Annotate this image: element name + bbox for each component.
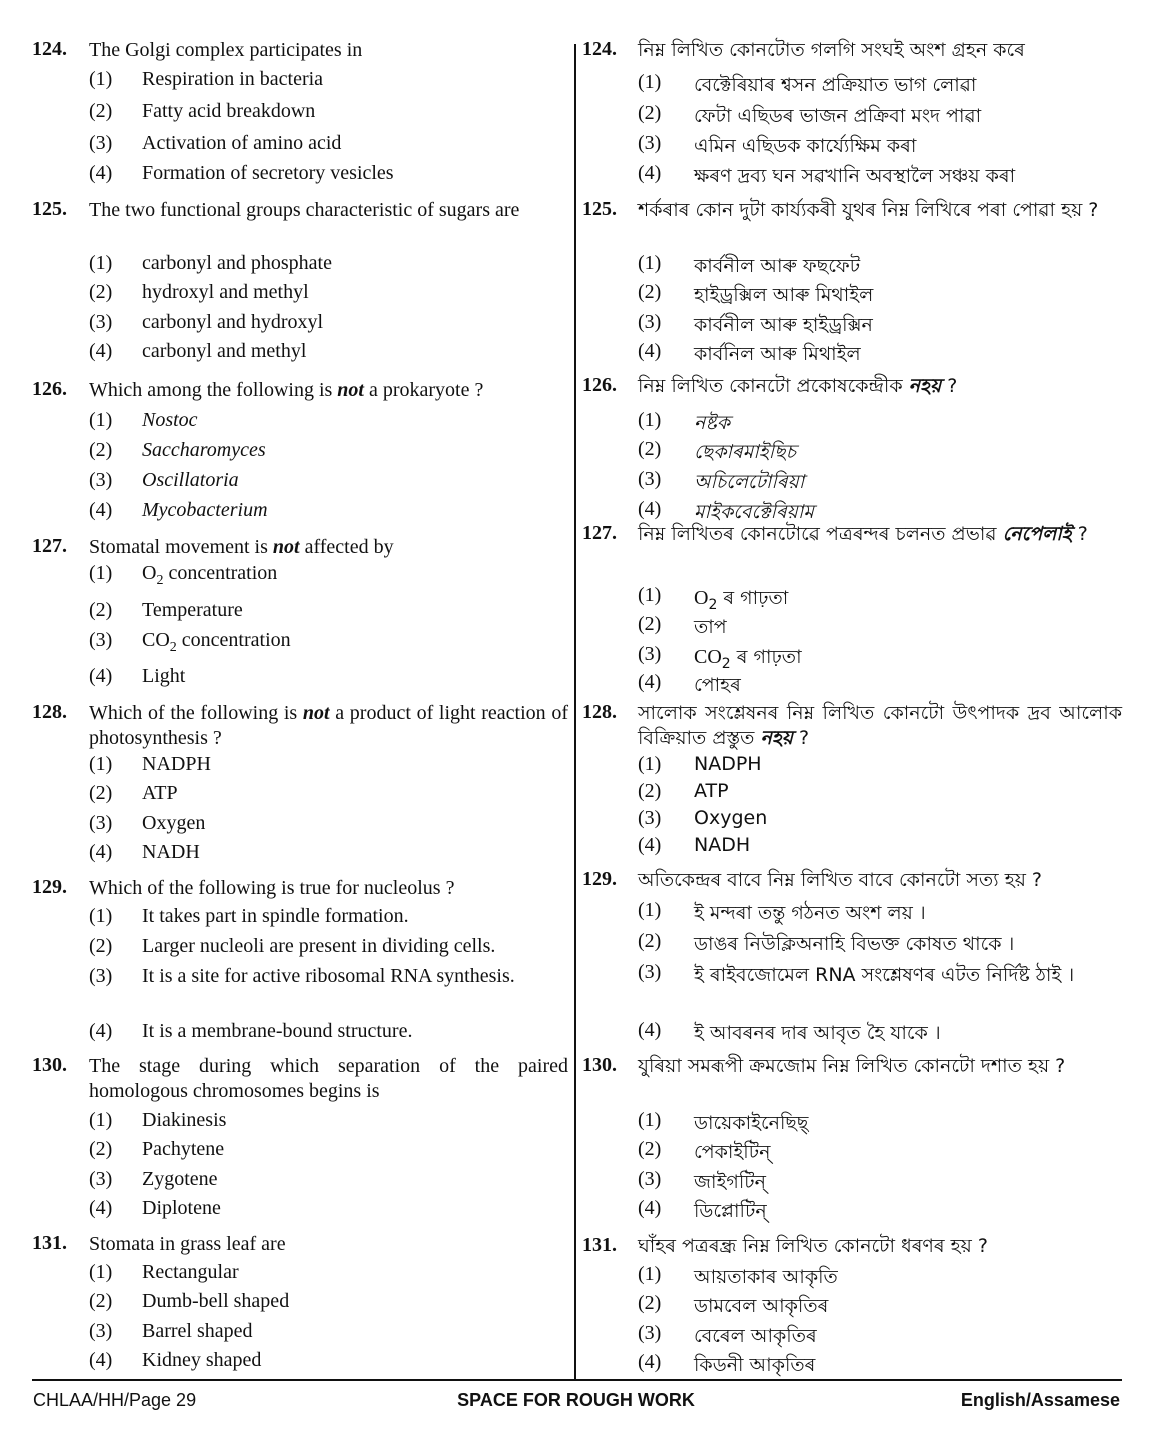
option-number: (4)	[638, 671, 662, 693]
option-text: It is a site for active ribosomal RNA synthesis.	[142, 965, 515, 987]
option-2	[638, 1138, 770, 1170]
question-128	[32, 701, 568, 863]
option-number: (3)	[638, 961, 662, 983]
option-3	[638, 468, 804, 500]
option-text: Nostoc	[142, 409, 198, 431]
question-number: 125.	[582, 198, 617, 220]
question-131	[582, 1234, 1122, 1376]
question-number: 129.	[32, 876, 67, 898]
option-2	[638, 1292, 828, 1324]
option-3	[89, 812, 205, 835]
option-text: Oxygen	[694, 807, 768, 829]
option-4	[638, 1197, 767, 1229]
question-text-part: নিম্ন লিখিত কোনটো প্ৰকোষকেন্দ্ৰীক	[638, 375, 909, 397]
option-number: (1)	[89, 753, 113, 775]
option-number: (3)	[89, 965, 113, 987]
option-number: (2)	[638, 613, 662, 635]
option-number: (2)	[638, 281, 662, 303]
option-text: carbonyl and hydroxyl	[142, 311, 324, 333]
option-number: (2)	[89, 782, 113, 804]
option-text: NADPH	[142, 753, 211, 775]
question-number: 126.	[582, 374, 617, 396]
option-text	[142, 562, 277, 589]
option-text: Oxygen	[142, 812, 206, 834]
question-text-part: a product of light reaction of photosynthesis ?	[89, 702, 568, 749]
formula: CO	[142, 629, 170, 651]
question-text	[638, 522, 1122, 547]
option-text: Fatty acid breakdown	[142, 100, 316, 122]
question-number: 129.	[582, 868, 617, 890]
option-2	[638, 102, 981, 134]
option-number: (1)	[638, 252, 662, 274]
option-1	[638, 71, 976, 103]
option-3	[89, 1168, 218, 1191]
option-1	[89, 562, 277, 589]
option-number: (3)	[89, 1168, 113, 1190]
option-text: কাৰ্বনীল আৰু হাইড্ৰক্সিন	[694, 314, 873, 336]
question-number: 131.	[32, 1232, 67, 1254]
option-2	[638, 613, 727, 645]
question-number: 125.	[32, 198, 67, 220]
option-text: Temperature	[142, 599, 243, 621]
option-number: (2)	[89, 439, 113, 461]
option-number: (1)	[638, 584, 662, 606]
option-number: (1)	[89, 562, 113, 584]
option-text	[694, 584, 788, 616]
option-4	[89, 841, 200, 864]
question-text-part: a prokaryote ?	[363, 379, 484, 401]
option-2	[638, 438, 796, 470]
option-1	[638, 1109, 808, 1141]
formula: CO	[694, 646, 722, 668]
option-4	[89, 1197, 221, 1220]
question-127	[582, 522, 1122, 696]
question-text: The Golgi complex participates in	[89, 39, 363, 61]
option-2	[89, 439, 266, 462]
option-text: Saccharomyces	[142, 439, 266, 461]
option-number: (2)	[89, 281, 113, 303]
option-number: (1)	[89, 409, 113, 431]
question-text	[89, 701, 568, 751]
option-text: Zygotene	[142, 1168, 218, 1190]
option-2	[89, 935, 495, 958]
question-126	[582, 374, 1122, 523]
option-number: (3)	[89, 469, 113, 491]
option-number: (3)	[89, 132, 113, 154]
subscript: 2	[721, 655, 731, 672]
option-1	[89, 753, 211, 776]
question-text-part: Which among the following is	[89, 379, 338, 401]
option-3	[638, 807, 767, 830]
option-text: Diakinesis	[142, 1109, 227, 1131]
question-129	[32, 876, 568, 1042]
question-text: Stomata in grass leaf are	[89, 1233, 286, 1255]
option-4	[638, 671, 741, 703]
option-number: (1)	[638, 1263, 662, 1285]
question-number: 126.	[32, 378, 67, 400]
option-text: বেৰেল আকৃতিৰ	[694, 1325, 817, 1347]
option-3	[638, 311, 873, 343]
option-3	[89, 132, 341, 155]
option-number: (1)	[638, 753, 662, 775]
option-number: (4)	[638, 1019, 662, 1041]
question-number: 130.	[582, 1054, 617, 1076]
page-code: CHLAA/HH/Page 29	[33, 1390, 197, 1410]
question-text: নিম্ন লিখিত কোনটোত গলগি সংঘই অংশ গ্ৰহন কৰে	[638, 39, 1025, 61]
question-number: 128.	[582, 701, 617, 723]
option-3	[638, 132, 916, 164]
option-text: ফেটা এছিডৰ ভাজন প্ৰক্ৰিবা মংদ পাৱা	[694, 105, 982, 127]
option-text: আয়তাকাৰ আকৃতি	[694, 1266, 838, 1288]
option-4	[638, 834, 750, 857]
formula-suffix: ৰ গাঢ়তা	[730, 646, 802, 668]
question-number: 127.	[582, 522, 617, 544]
option-number: (3)	[638, 643, 662, 665]
option-text: ডায়েকাইনেছিছ্	[694, 1112, 809, 1134]
option-number: (3)	[89, 812, 113, 834]
option-4	[89, 499, 268, 522]
option-text	[142, 629, 291, 656]
emphasis-word: নেপেলাই	[1002, 523, 1072, 545]
option-text: পোহৰ	[694, 674, 741, 696]
option-number: (4)	[89, 162, 113, 184]
option-number: (1)	[638, 899, 662, 921]
option-number: (1)	[89, 1261, 113, 1283]
subscript: 2	[169, 640, 177, 655]
option-1	[638, 409, 730, 441]
option-text: অচিলেটোৰিয়া	[694, 471, 805, 493]
option-text: Rectangular	[142, 1261, 239, 1283]
option-text: মাইকবেক্টেৰিয়াম	[694, 501, 814, 523]
question-number: 124.	[582, 38, 617, 60]
option-text: Activation of amino acid	[142, 132, 342, 154]
option-number: (2)	[638, 930, 662, 952]
emphasis-word: not	[302, 702, 330, 724]
option-number: (2)	[89, 100, 113, 122]
option-text: hydroxyl and methyl	[142, 281, 309, 303]
formula: O	[142, 562, 157, 584]
emphasis-word: not	[337, 379, 364, 401]
option-text: NADH	[142, 841, 200, 863]
option-text: It takes part in spindle formation.	[142, 905, 409, 927]
option-text: পেকাইটিন্	[694, 1141, 771, 1163]
option-number: (2)	[89, 1138, 113, 1160]
question-text-part: ?	[793, 727, 810, 749]
question-text: যুৰিয়া সমৰূপী ক্ৰমজোম নিম্ন লিখিত কোনটো দশাত হয় ?	[638, 1055, 1066, 1077]
option-number: (1)	[638, 409, 662, 431]
option-1	[638, 252, 860, 284]
option-text: ই মন্দৰা তন্তু গঠনত অংশ লয় ।	[694, 902, 926, 924]
option-2	[89, 782, 178, 805]
option-number: (3)	[638, 311, 662, 333]
option-2	[89, 1138, 224, 1161]
option-number: (3)	[638, 1168, 662, 1190]
question-text	[89, 535, 568, 560]
option-text: কিডনী আকৃতিৰ	[694, 1354, 816, 1376]
option-text: জাইগটিন্	[694, 1171, 766, 1193]
option-number: (2)	[638, 1292, 662, 1314]
option-text: ATP	[694, 780, 729, 802]
option-3	[638, 1322, 817, 1354]
option-number: (3)	[638, 132, 662, 154]
question-text: The stage during which separation of the paired homologous chromosomes begins is	[89, 1055, 568, 1102]
question-text-part: Stomatal movement is	[89, 536, 273, 558]
option-text: Respiration in bacteria	[142, 68, 324, 90]
option-text: কাৰ্বনীল আৰু ফছফেট	[694, 255, 861, 277]
option-number: (4)	[89, 1020, 113, 1042]
option-number: (4)	[89, 340, 113, 362]
option-text: Light	[142, 665, 186, 687]
option-number: (2)	[89, 599, 113, 621]
question-number: 130.	[32, 1054, 67, 1076]
emphasis-word: not	[272, 536, 300, 558]
question-124	[32, 38, 568, 184]
option-2	[89, 100, 315, 123]
option-1	[89, 409, 198, 432]
option-3	[89, 1320, 253, 1343]
option-number: (2)	[89, 1290, 113, 1312]
option-2	[89, 281, 309, 304]
question-128	[582, 701, 1122, 856]
option-text: Formation of secretory vesicles	[142, 162, 394, 184]
option-number: (3)	[638, 1322, 662, 1344]
option-3	[638, 961, 1074, 993]
option-number: (4)	[89, 499, 113, 521]
option-text: বেক্টেৰিয়াৰ শ্বসন প্ৰক্ৰিয়াত ভাগ লোৱা	[694, 74, 977, 96]
question-125	[582, 198, 1122, 365]
option-text: ই ৰাইবজোমেল RNA সংশ্লেষণৰ এটত নিৰ্দিষ্ট ঠাই ।	[694, 964, 1075, 986]
option-3	[89, 965, 515, 988]
option-number: (3)	[638, 807, 662, 829]
option-1	[638, 584, 788, 616]
option-number: (1)	[89, 1109, 113, 1131]
question-number: 131.	[582, 1234, 617, 1256]
option-number: (4)	[89, 1349, 113, 1371]
option-text: Larger nucleoli are present in dividing cells.	[142, 935, 496, 957]
formula-suffix: concentration	[176, 629, 291, 651]
question-text-part: ?	[1071, 523, 1088, 545]
option-4	[89, 1020, 412, 1043]
option-text: কাৰ্বনিল আৰু মিথাইল	[694, 343, 861, 365]
option-text: It is a membrane-bound structure.	[142, 1020, 413, 1042]
option-4	[638, 340, 861, 372]
question-129	[582, 868, 1122, 1044]
option-number: (4)	[638, 834, 662, 856]
formula-suffix: ৰ গাঢ়তা	[717, 587, 789, 609]
option-text: carbonyl and methyl	[142, 340, 307, 362]
option-text: carbonyl and phosphate	[142, 252, 332, 274]
option-number: (4)	[89, 841, 113, 863]
question-text: অতিকেন্দ্ৰৰ বাবে নিম্ন লিখিত বাবে কোনটো সত্য হয় ?	[638, 869, 1043, 891]
question-text-part: সালোক সংশ্লেষনৰ নিম্ন লিখিত কোনটো উৎপাদক দ্ৰব আলোক বিক্ৰিয়াত প্ৰস্তুত	[638, 702, 1122, 749]
option-number: (4)	[638, 1351, 662, 1373]
question-125	[32, 198, 568, 362]
option-3	[638, 1168, 766, 1200]
option-number: (2)	[638, 1138, 662, 1160]
option-number: (2)	[638, 780, 662, 802]
option-1	[638, 1263, 838, 1295]
option-4	[89, 162, 394, 185]
option-3	[89, 469, 239, 492]
question-text	[638, 374, 1122, 399]
option-number: (4)	[638, 1197, 662, 1219]
option-number: (4)	[638, 498, 662, 520]
question-text: ঘাঁহৰ পত্ৰৰন্ধ্ৰ নিম্ন লিখিত কোনটো ধৰণৰ হয় ?	[638, 1235, 988, 1257]
option-number: (4)	[89, 1197, 113, 1219]
option-text: ই আবৰনৰ দাৰ আবৃত হৈ যাকে ।	[694, 1022, 941, 1044]
option-2	[638, 281, 873, 313]
option-text: Dumb-bell shaped	[142, 1290, 290, 1312]
option-number: (1)	[89, 252, 113, 274]
option-text: হাইড্ৰক্সিল আৰু মিথাইল	[694, 284, 874, 306]
option-1	[89, 68, 323, 91]
option-text: NADPH	[694, 753, 762, 775]
question-text: শৰ্কৰাৰ কোন দুটা কাৰ্য্যকৰী যুথৰ নিম্ন লিখিৰে পৰা পোৱা হয় ?	[638, 199, 1099, 221]
option-text: Mycobacterium	[142, 499, 268, 521]
option-text: এমিন এছিডক কাৰ্য্যেক্ষিম কৰা	[694, 135, 917, 157]
option-number: (3)	[638, 468, 662, 490]
question-text-part: Which of the following is	[89, 702, 303, 724]
subscript: 2	[156, 573, 164, 588]
question-130	[582, 1054, 1122, 1222]
option-4	[638, 162, 1015, 194]
formula-suffix: concentration	[163, 562, 278, 584]
option-number: (2)	[89, 935, 113, 957]
option-text: Oscillatoria	[142, 469, 239, 491]
option-number: (2)	[638, 102, 662, 124]
option-number: (4)	[89, 665, 113, 687]
option-number: (2)	[638, 438, 662, 460]
option-1	[89, 905, 409, 928]
question-text	[89, 378, 568, 403]
question-number: 128.	[32, 701, 67, 723]
question-text: Which of the following is true for nucleolus ?	[89, 877, 455, 899]
option-text: ডিপ্লোটিন্	[694, 1200, 767, 1222]
option-number: (3)	[89, 1320, 113, 1342]
option-number: (3)	[89, 629, 113, 651]
option-1	[89, 252, 332, 275]
question-number: 127.	[32, 535, 67, 557]
option-text: ডাঙৰ নিউক্লিঅনাহি বিভক্ত কোষত থাকে ।	[694, 933, 1015, 955]
option-number: (4)	[638, 162, 662, 184]
option-text: ক্ষৰণ দ্ৰব্য ঘন সৱখানি অবস্থালৈ সঞ্চয় কৰা	[694, 165, 1016, 187]
option-2	[89, 599, 243, 622]
option-3	[89, 629, 291, 656]
option-1	[89, 1261, 239, 1284]
option-text: Barrel shaped	[142, 1320, 253, 1342]
option-text: নষ্টক	[694, 412, 731, 434]
subscript: 2	[708, 596, 718, 613]
option-number: (1)	[638, 71, 662, 93]
option-text: Diplotene	[142, 1197, 221, 1219]
question-text	[638, 701, 1122, 751]
option-text: NADH	[694, 834, 751, 856]
question-131	[32, 1232, 568, 1371]
emphasis-word: নহয়	[760, 727, 793, 749]
rough-work-label: SPACE FOR ROUGH WORK	[457, 1390, 695, 1410]
formula: O	[694, 587, 709, 609]
question-number: 124.	[32, 38, 67, 60]
option-1	[89, 1109, 226, 1132]
emphasis-word: নহয়	[908, 375, 942, 397]
option-1	[638, 899, 926, 931]
option-2	[89, 1290, 289, 1313]
option-4	[638, 1351, 815, 1383]
footer-rule	[32, 1379, 1122, 1381]
option-number: (1)	[638, 1109, 662, 1131]
question-127	[32, 535, 568, 687]
option-3	[89, 311, 323, 334]
question-text-part: affected by	[299, 536, 394, 558]
option-text: ছেকাৰমাইছিচ	[694, 441, 796, 463]
option-text: তাপ	[694, 616, 727, 638]
option-number: (1)	[89, 68, 113, 90]
option-4	[638, 1019, 941, 1051]
question-126	[32, 378, 568, 521]
option-4	[89, 340, 306, 363]
option-number: (1)	[89, 905, 113, 927]
option-2	[638, 780, 729, 803]
question-130	[32, 1054, 568, 1219]
option-number: (4)	[638, 340, 662, 362]
question-text-part: নিম্ন লিখিতৰ কোনটোৱে পত্ৰৰন্দৰ চলনত প্ৰভাৱ	[638, 523, 1003, 545]
column-divider	[574, 44, 576, 1380]
option-4	[89, 665, 185, 688]
option-text: Kidney shaped	[142, 1349, 262, 1371]
language-label: English/Assamese	[960, 1390, 1120, 1410]
question-text: The two functional groups characteristic of sugars are	[89, 199, 520, 221]
option-text: ডামবেল আকৃতিৰ	[694, 1295, 829, 1317]
option-number: (3)	[89, 311, 113, 333]
option-text: ATP	[142, 782, 178, 804]
option-text: Pachytene	[142, 1138, 225, 1160]
question-124	[582, 38, 1122, 187]
option-2	[638, 930, 1014, 962]
option-4	[89, 1349, 261, 1372]
question-text-part: ?	[941, 375, 958, 397]
option-1	[638, 753, 762, 776]
